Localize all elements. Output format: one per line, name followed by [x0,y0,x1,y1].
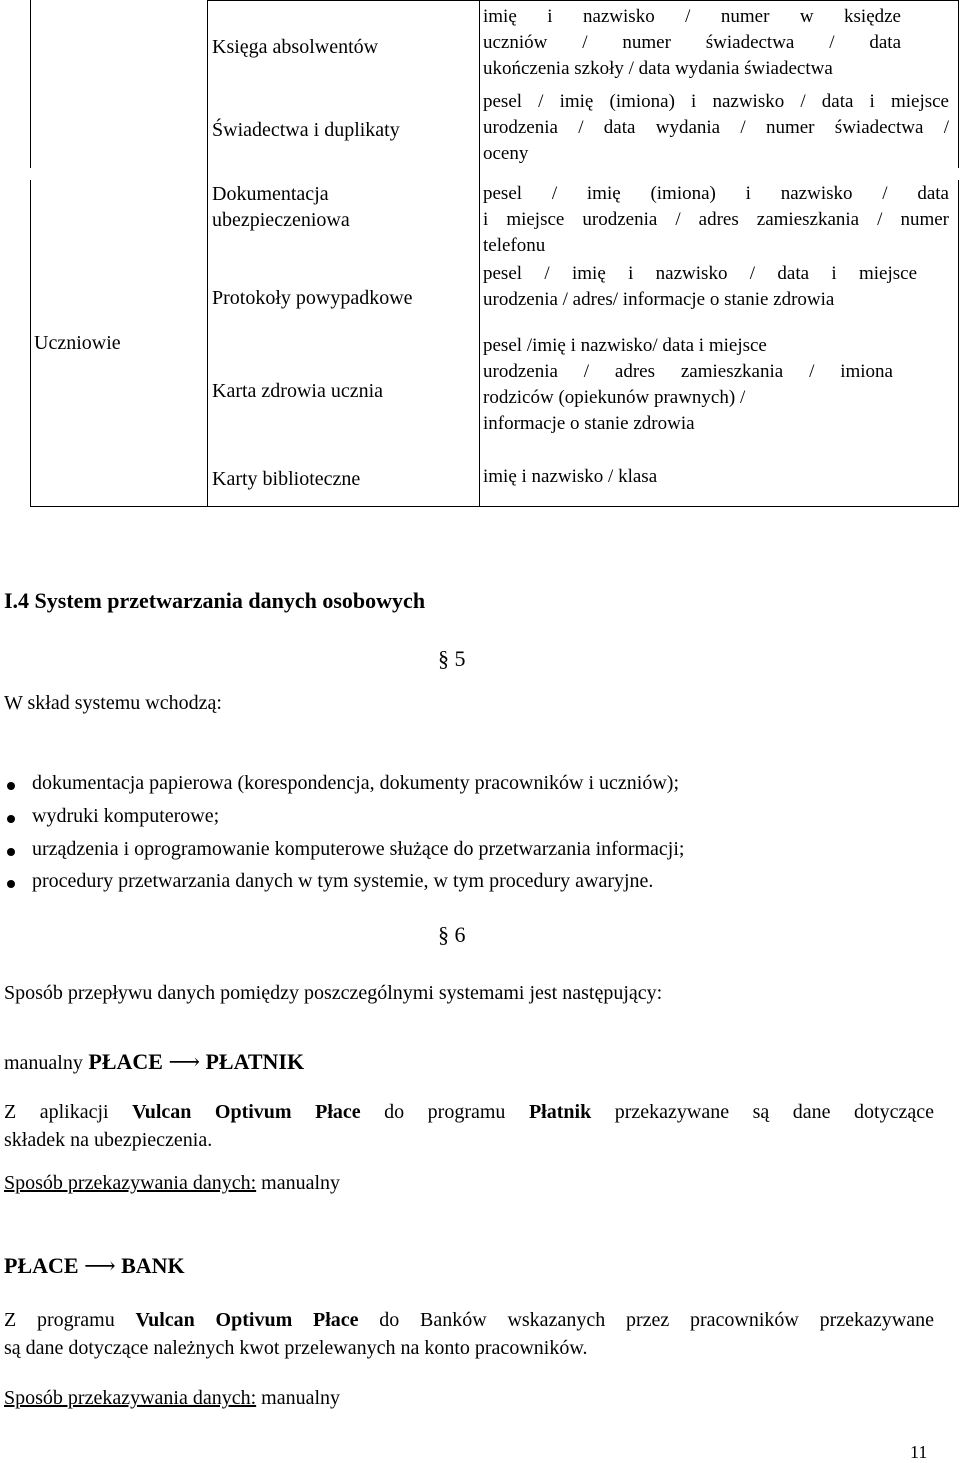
list-item: wydruki komputerowe; [32,805,220,827]
flow-2-title: PŁACE ⟶ BANK [4,1253,185,1278]
arrow-icon: ⟶ [84,1253,116,1278]
list-item: dokumentacja papierowa (korespondencja, dokumenty pracowników i uczniów); [32,772,680,794]
row-name: Karta zdrowia ucznia [212,380,384,402]
arrow-icon: ⟶ [168,1049,200,1074]
row-name: Księga absolwentów [212,36,379,58]
row-data: pesel / imię (imiona) i nazwisko / data i miejsce urodzenia / adres zamieszkania / numer telefonu [483,183,949,256]
row-name: Dokumentacja ubezpieczeniowa [212,183,350,231]
flow-1-method: Sposób przekazywania danych: manualny [4,1172,341,1194]
list-item: urządzenia i oprogramowanie komputerowe służące do przetwarzania informacji; [32,838,685,860]
flow-1-title: manualny PŁACE ⟶ PŁATNIK [4,1049,305,1074]
system-intro: W skład systemu wchodzą: [4,692,222,714]
row-name: Karty biblioteczne [212,468,361,490]
bullet-icon [7,880,15,888]
row-name: Świadectwa i duplikaty [212,119,400,141]
row-data: imię i nazwisko / numer w księdze uczniów / numer świadectwa / data ukończenia szkoły / data wydania świadectwa [483,6,901,79]
bullet-icon [7,782,15,790]
paragraph-5-symbol: § 5 [438,646,466,671]
row-data: pesel / imię (imiona) i nazwisko / data i miejsce urodzenia / data wydania / numer świadectwa / oceny [483,91,949,164]
flow-intro: Sposób przepływu danych pomiędzy poszczególnymi systemami jest następujący: [4,982,663,1004]
flow-2-description: Z programu Vulcan Optivum Płace do Banków wskazanych przez pracowników przekazywane są dane dotyczące należnych kwot przelewanych na konto pracowników. [4,1309,934,1359]
page-number: 11 [910,1442,928,1462]
row-data: pesel /imię i nazwisko/ data i miejsce urodzenia / adres zamieszkania / imiona rodziców (opiekunów prawnych) / informacje o stanie zdrowia [483,335,893,434]
bullet-icon [7,815,15,823]
list-item: procedury przetwarzania danych w tym systemie, w tym procedury awaryjne. [32,870,654,892]
group-label: Uczniowie [34,332,121,354]
flow-2-method: Sposób przekazywania danych: manualny [4,1387,341,1409]
bullet-icon [7,848,15,856]
flow-1-description: Z aplikacji Vulcan Optivum Płace do programu Płatnik przekazywane są dane dotyczące składek na ubezpieczenia. [4,1101,934,1151]
row-data: imię i nazwisko / klasa [483,466,658,487]
paragraph-6-symbol: § 6 [438,922,466,947]
row-name: Protokoły powypadkowe [212,287,413,309]
row-data: pesel / imię i nazwisko / data i miejsce urodzenia / adres/ informacje o stanie zdrowia [483,263,917,310]
section-heading: I.4 System przetwarzania danych osobowych [4,588,426,613]
